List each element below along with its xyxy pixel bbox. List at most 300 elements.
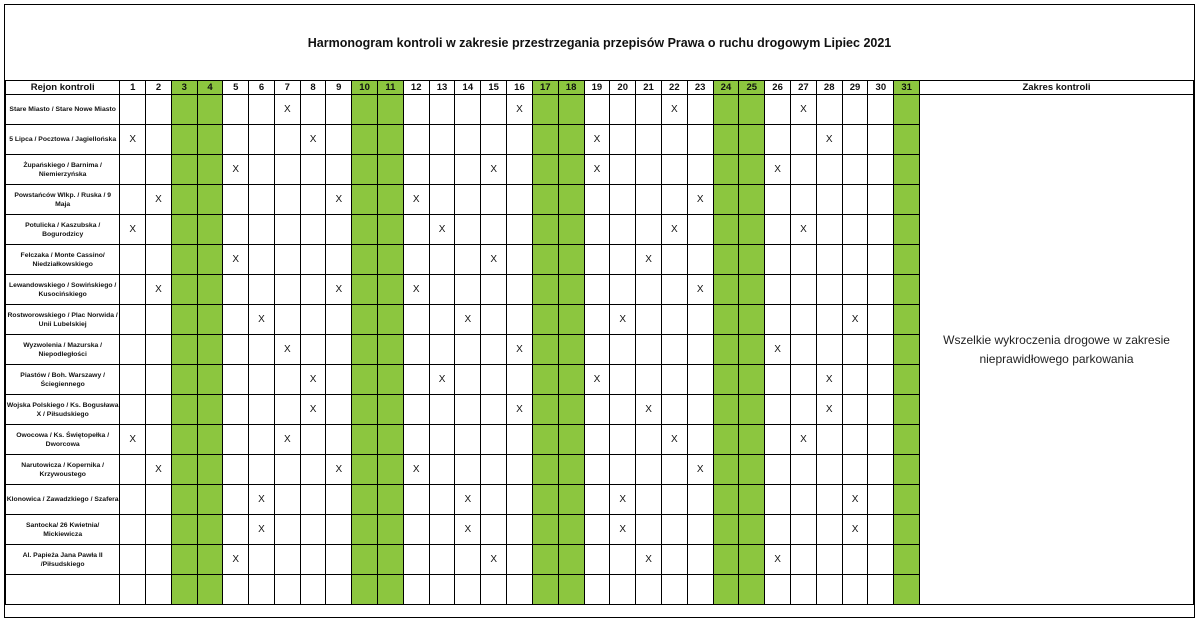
- day-cell: [894, 335, 920, 365]
- day-cell: [894, 455, 920, 485]
- day-cell: [352, 455, 378, 485]
- day-cell: [687, 305, 713, 335]
- day-cell: [429, 335, 455, 365]
- day-cell: [636, 455, 662, 485]
- control-mark: X: [661, 95, 687, 125]
- day-cell: [532, 125, 558, 155]
- day-cell: [791, 275, 817, 305]
- day-cell: [558, 365, 584, 395]
- day-cell: [636, 575, 662, 605]
- day-cell: [558, 245, 584, 275]
- day-cell: [894, 215, 920, 245]
- day-cell: [558, 155, 584, 185]
- day-cell: [352, 515, 378, 545]
- day-cell: [739, 275, 765, 305]
- day-cell: [816, 305, 842, 335]
- day-cell: [636, 185, 662, 215]
- control-mark: X: [816, 395, 842, 425]
- day-cell: [610, 545, 636, 575]
- table-body: [6, 95, 1194, 605]
- day-cell: [197, 245, 223, 275]
- header-day: 24: [713, 81, 739, 95]
- control-mark: X: [636, 245, 662, 275]
- day-cell: [455, 125, 481, 155]
- header-day: 16: [507, 81, 533, 95]
- day-cell: [765, 515, 791, 545]
- control-mark: X: [146, 185, 172, 215]
- day-cell: [223, 335, 249, 365]
- day-cell: [558, 425, 584, 455]
- day-cell: [816, 335, 842, 365]
- control-mark: X: [120, 125, 146, 155]
- day-cell: [791, 245, 817, 275]
- day-cell: [481, 455, 507, 485]
- day-cell: [197, 485, 223, 515]
- day-cell: [326, 545, 352, 575]
- day-cell: [739, 365, 765, 395]
- day-cell: [429, 155, 455, 185]
- day-cell: [507, 275, 533, 305]
- day-cell: [197, 365, 223, 395]
- control-mark: X: [223, 245, 249, 275]
- day-cell: [352, 545, 378, 575]
- day-cell: [378, 365, 404, 395]
- day-cell: [636, 275, 662, 305]
- day-cell: [610, 275, 636, 305]
- day-cell: [610, 125, 636, 155]
- day-cell: [584, 395, 610, 425]
- day-cell: [274, 155, 300, 185]
- day-cell: [610, 335, 636, 365]
- day-cell: [868, 365, 894, 395]
- control-mark: X: [274, 335, 300, 365]
- day-cell: [120, 245, 146, 275]
- header-day: 14: [455, 81, 481, 95]
- day-cell: [326, 155, 352, 185]
- day-cell: [739, 575, 765, 605]
- day-cell: [816, 575, 842, 605]
- day-cell: [249, 335, 275, 365]
- day-cell: [868, 335, 894, 365]
- day-cell: [403, 365, 429, 395]
- control-mark: X: [249, 515, 275, 545]
- day-cell: [146, 545, 172, 575]
- day-cell: [481, 335, 507, 365]
- control-mark: X: [300, 365, 326, 395]
- region-name: Piastów / Boh. Warszawy / Ściegiennego: [6, 365, 120, 395]
- day-cell: [687, 215, 713, 245]
- control-mark: X: [481, 245, 507, 275]
- day-cell: [378, 485, 404, 515]
- day-cell: [455, 185, 481, 215]
- control-mark: X: [842, 485, 868, 515]
- day-cell: [636, 95, 662, 125]
- control-mark: X: [455, 515, 481, 545]
- day-cell: [584, 575, 610, 605]
- day-cell: [791, 365, 817, 395]
- day-cell: [455, 245, 481, 275]
- day-cell: [146, 575, 172, 605]
- day-cell: [197, 125, 223, 155]
- day-cell: [532, 185, 558, 215]
- day-cell: [842, 575, 868, 605]
- day-cell: [894, 155, 920, 185]
- day-cell: [455, 365, 481, 395]
- control-mark: X: [507, 335, 533, 365]
- header-day: 30: [868, 81, 894, 95]
- day-cell: [765, 485, 791, 515]
- day-cell: [558, 395, 584, 425]
- control-mark: X: [791, 215, 817, 245]
- day-cell: [765, 365, 791, 395]
- header-day: 21: [636, 81, 662, 95]
- day-cell: [378, 95, 404, 125]
- day-cell: [249, 545, 275, 575]
- control-mark: X: [300, 125, 326, 155]
- day-cell: [868, 485, 894, 515]
- day-cell: [300, 215, 326, 245]
- day-cell: [274, 245, 300, 275]
- day-cell: [584, 95, 610, 125]
- day-cell: [274, 515, 300, 545]
- control-mark: X: [326, 455, 352, 485]
- control-mark: X: [610, 485, 636, 515]
- day-cell: [171, 545, 197, 575]
- day-cell: [791, 515, 817, 545]
- day-cell: [713, 215, 739, 245]
- day-cell: [378, 305, 404, 335]
- region-name: Żupańskiego / Barnima / Niemierzyńska: [6, 155, 120, 185]
- day-cell: [765, 125, 791, 155]
- day-cell: [326, 485, 352, 515]
- day-cell: [739, 515, 765, 545]
- day-cell: [120, 95, 146, 125]
- day-cell: [429, 545, 455, 575]
- day-cell: [403, 335, 429, 365]
- control-scope: Wszelkie wykroczenia drogowe w zakresie nieprawidłowego parkowania: [920, 95, 1194, 605]
- header-day: 2: [146, 81, 172, 95]
- day-cell: [146, 155, 172, 185]
- day-cell: [842, 395, 868, 425]
- day-cell: [791, 305, 817, 335]
- day-cell: [249, 575, 275, 605]
- day-cell: [223, 365, 249, 395]
- day-cell: [636, 365, 662, 395]
- day-cell: [532, 395, 558, 425]
- day-cell: [352, 575, 378, 605]
- day-cell: [507, 305, 533, 335]
- day-cell: [120, 395, 146, 425]
- day-cell: [739, 245, 765, 275]
- day-cell: [868, 515, 894, 545]
- region-name: Rostworowskiego / Plac Norwida / Unii Lubelskiej: [6, 305, 120, 335]
- day-cell: [739, 425, 765, 455]
- day-cell: [378, 275, 404, 305]
- day-cell: [300, 515, 326, 545]
- day-cell: [765, 575, 791, 605]
- day-cell: [146, 125, 172, 155]
- day-cell: [661, 515, 687, 545]
- header-day: 7: [274, 81, 300, 95]
- day-cell: [816, 425, 842, 455]
- day-cell: [842, 215, 868, 245]
- day-cell: [816, 455, 842, 485]
- day-cell: [532, 365, 558, 395]
- day-cell: [481, 425, 507, 455]
- day-cell: [352, 365, 378, 395]
- day-cell: [765, 425, 791, 455]
- day-cell: [300, 545, 326, 575]
- day-cell: [842, 245, 868, 275]
- day-cell: [584, 305, 610, 335]
- day-cell: [481, 395, 507, 425]
- day-cell: [610, 215, 636, 245]
- day-cell: [868, 245, 894, 275]
- day-cell: [661, 545, 687, 575]
- day-cell: [146, 245, 172, 275]
- day-cell: [687, 365, 713, 395]
- region-name: Stare Miasto / Stare Nowe Miasto: [6, 95, 120, 125]
- header-scope: Zakres kontroli: [920, 81, 1194, 95]
- day-cell: [197, 155, 223, 185]
- day-cell: [739, 95, 765, 125]
- control-mark: X: [429, 215, 455, 245]
- day-cell: [791, 335, 817, 365]
- control-mark: X: [791, 425, 817, 455]
- day-cell: [223, 425, 249, 455]
- day-cell: [120, 275, 146, 305]
- day-cell: [791, 545, 817, 575]
- day-cell: [507, 545, 533, 575]
- day-cell: [739, 395, 765, 425]
- day-cell: [197, 455, 223, 485]
- header-day: 9: [326, 81, 352, 95]
- day-cell: [558, 185, 584, 215]
- day-cell: [584, 335, 610, 365]
- header-day: 29: [842, 81, 868, 95]
- day-cell: [352, 425, 378, 455]
- day-cell: [868, 395, 894, 425]
- day-cell: [120, 545, 146, 575]
- day-cell: [352, 155, 378, 185]
- day-cell: [687, 95, 713, 125]
- day-cell: [713, 395, 739, 425]
- day-cell: [481, 365, 507, 395]
- header-day: 23: [687, 81, 713, 95]
- day-cell: [403, 545, 429, 575]
- header-row: [6, 81, 1194, 95]
- header-day: 20: [610, 81, 636, 95]
- day-cell: [197, 545, 223, 575]
- day-cell: [171, 95, 197, 125]
- control-mark: X: [687, 185, 713, 215]
- day-cell: [171, 515, 197, 545]
- day-cell: [223, 485, 249, 515]
- day-cell: [661, 245, 687, 275]
- day-cell: [507, 155, 533, 185]
- day-cell: [352, 185, 378, 215]
- control-mark: X: [584, 125, 610, 155]
- day-cell: [791, 575, 817, 605]
- day-cell: [352, 305, 378, 335]
- day-cell: [274, 125, 300, 155]
- day-cell: [739, 185, 765, 215]
- day-cell: [687, 155, 713, 185]
- day-cell: [429, 485, 455, 515]
- day-cell: [300, 485, 326, 515]
- day-cell: [842, 425, 868, 455]
- day-cell: [326, 95, 352, 125]
- day-cell: [765, 95, 791, 125]
- page-title: Harmonogram kontroli w zakresie przestrzegania przepisów Prawa o ruchu drogowym Lipiec 2021: [307, 35, 892, 50]
- day-cell: [120, 575, 146, 605]
- day-cell: [636, 335, 662, 365]
- day-cell: [558, 335, 584, 365]
- day-cell: [636, 425, 662, 455]
- day-cell: [661, 485, 687, 515]
- day-cell: [249, 95, 275, 125]
- day-cell: [274, 215, 300, 245]
- day-cell: [868, 455, 894, 485]
- day-cell: [197, 95, 223, 125]
- day-cell: [455, 425, 481, 455]
- header-day: 27: [791, 81, 817, 95]
- control-mark: X: [636, 395, 662, 425]
- day-cell: [378, 245, 404, 275]
- day-cell: [326, 575, 352, 605]
- day-cell: [816, 515, 842, 545]
- day-cell: [403, 95, 429, 125]
- day-cell: [713, 155, 739, 185]
- day-cell: [661, 185, 687, 215]
- day-cell: [610, 425, 636, 455]
- day-cell: [661, 125, 687, 155]
- region-name: Narutowicza / Kopernika / Krzywoustego: [6, 455, 120, 485]
- day-cell: [455, 395, 481, 425]
- region-name: Santocka/ 26 Kwietnia/ Mickiewicza: [6, 515, 120, 545]
- control-mark: X: [584, 155, 610, 185]
- day-cell: [558, 545, 584, 575]
- day-cell: [120, 365, 146, 395]
- day-cell: [146, 95, 172, 125]
- day-cell: [171, 575, 197, 605]
- day-cell: [249, 125, 275, 155]
- day-cell: [816, 155, 842, 185]
- day-cell: [765, 395, 791, 425]
- control-mark: X: [403, 185, 429, 215]
- day-cell: [455, 335, 481, 365]
- day-cell: [300, 95, 326, 125]
- day-cell: [507, 365, 533, 395]
- day-cell: [481, 125, 507, 155]
- day-cell: [403, 425, 429, 455]
- day-cell: [610, 95, 636, 125]
- day-cell: [352, 95, 378, 125]
- day-cell: [558, 215, 584, 245]
- day-cell: [300, 575, 326, 605]
- day-cell: [868, 275, 894, 305]
- day-cell: [274, 395, 300, 425]
- day-cell: [223, 575, 249, 605]
- control-mark: X: [120, 215, 146, 245]
- day-cell: [610, 395, 636, 425]
- day-cell: [868, 425, 894, 455]
- day-cell: [197, 335, 223, 365]
- day-cell: [352, 215, 378, 245]
- control-mark: X: [610, 305, 636, 335]
- control-mark: X: [481, 545, 507, 575]
- day-cell: [429, 275, 455, 305]
- day-cell: [558, 305, 584, 335]
- day-cell: [429, 425, 455, 455]
- control-mark: X: [816, 365, 842, 395]
- day-cell: [249, 455, 275, 485]
- control-mark: X: [687, 275, 713, 305]
- day-cell: [558, 485, 584, 515]
- day-cell: [378, 155, 404, 185]
- control-mark: X: [661, 215, 687, 245]
- control-mark: X: [146, 455, 172, 485]
- control-mark: X: [300, 395, 326, 425]
- day-cell: [120, 335, 146, 365]
- day-cell: [507, 515, 533, 545]
- day-cell: [765, 455, 791, 485]
- day-cell: [429, 185, 455, 215]
- day-cell: [481, 95, 507, 125]
- day-cell: [378, 545, 404, 575]
- day-cell: [403, 215, 429, 245]
- day-cell: [249, 395, 275, 425]
- region-name: Potulicka / Kaszubska / Bogurodzicy: [6, 215, 120, 245]
- control-mark: X: [223, 155, 249, 185]
- day-cell: [894, 545, 920, 575]
- region-name: Owocowa / Ks. Świętopełka / Dworcowa: [6, 425, 120, 455]
- region-name: Wyzwolenia / Mazurska / Niepodległości: [6, 335, 120, 365]
- day-cell: [507, 575, 533, 605]
- day-cell: [146, 365, 172, 395]
- day-cell: [403, 155, 429, 185]
- control-mark: X: [481, 155, 507, 185]
- day-cell: [403, 245, 429, 275]
- day-cell: [739, 155, 765, 185]
- day-cell: [687, 545, 713, 575]
- day-cell: [378, 185, 404, 215]
- day-cell: [429, 575, 455, 605]
- region-name: [6, 575, 120, 605]
- region-name: Wojska Polskiego / Ks. Bogusława X / Piłsudskiego: [6, 395, 120, 425]
- day-cell: [171, 275, 197, 305]
- day-cell: [223, 395, 249, 425]
- day-cell: [300, 275, 326, 305]
- day-cell: [610, 155, 636, 185]
- control-mark: X: [842, 515, 868, 545]
- day-cell: [120, 515, 146, 545]
- header-day: 25: [739, 81, 765, 95]
- header-day: 31: [894, 81, 920, 95]
- day-cell: [507, 125, 533, 155]
- day-cell: [507, 185, 533, 215]
- header-day: 19: [584, 81, 610, 95]
- day-cell: [507, 455, 533, 485]
- day-cell: [713, 275, 739, 305]
- day-cell: [713, 125, 739, 155]
- day-cell: [584, 215, 610, 245]
- day-cell: [610, 245, 636, 275]
- day-cell: [146, 335, 172, 365]
- day-cell: [378, 575, 404, 605]
- control-mark: X: [765, 155, 791, 185]
- day-cell: [249, 245, 275, 275]
